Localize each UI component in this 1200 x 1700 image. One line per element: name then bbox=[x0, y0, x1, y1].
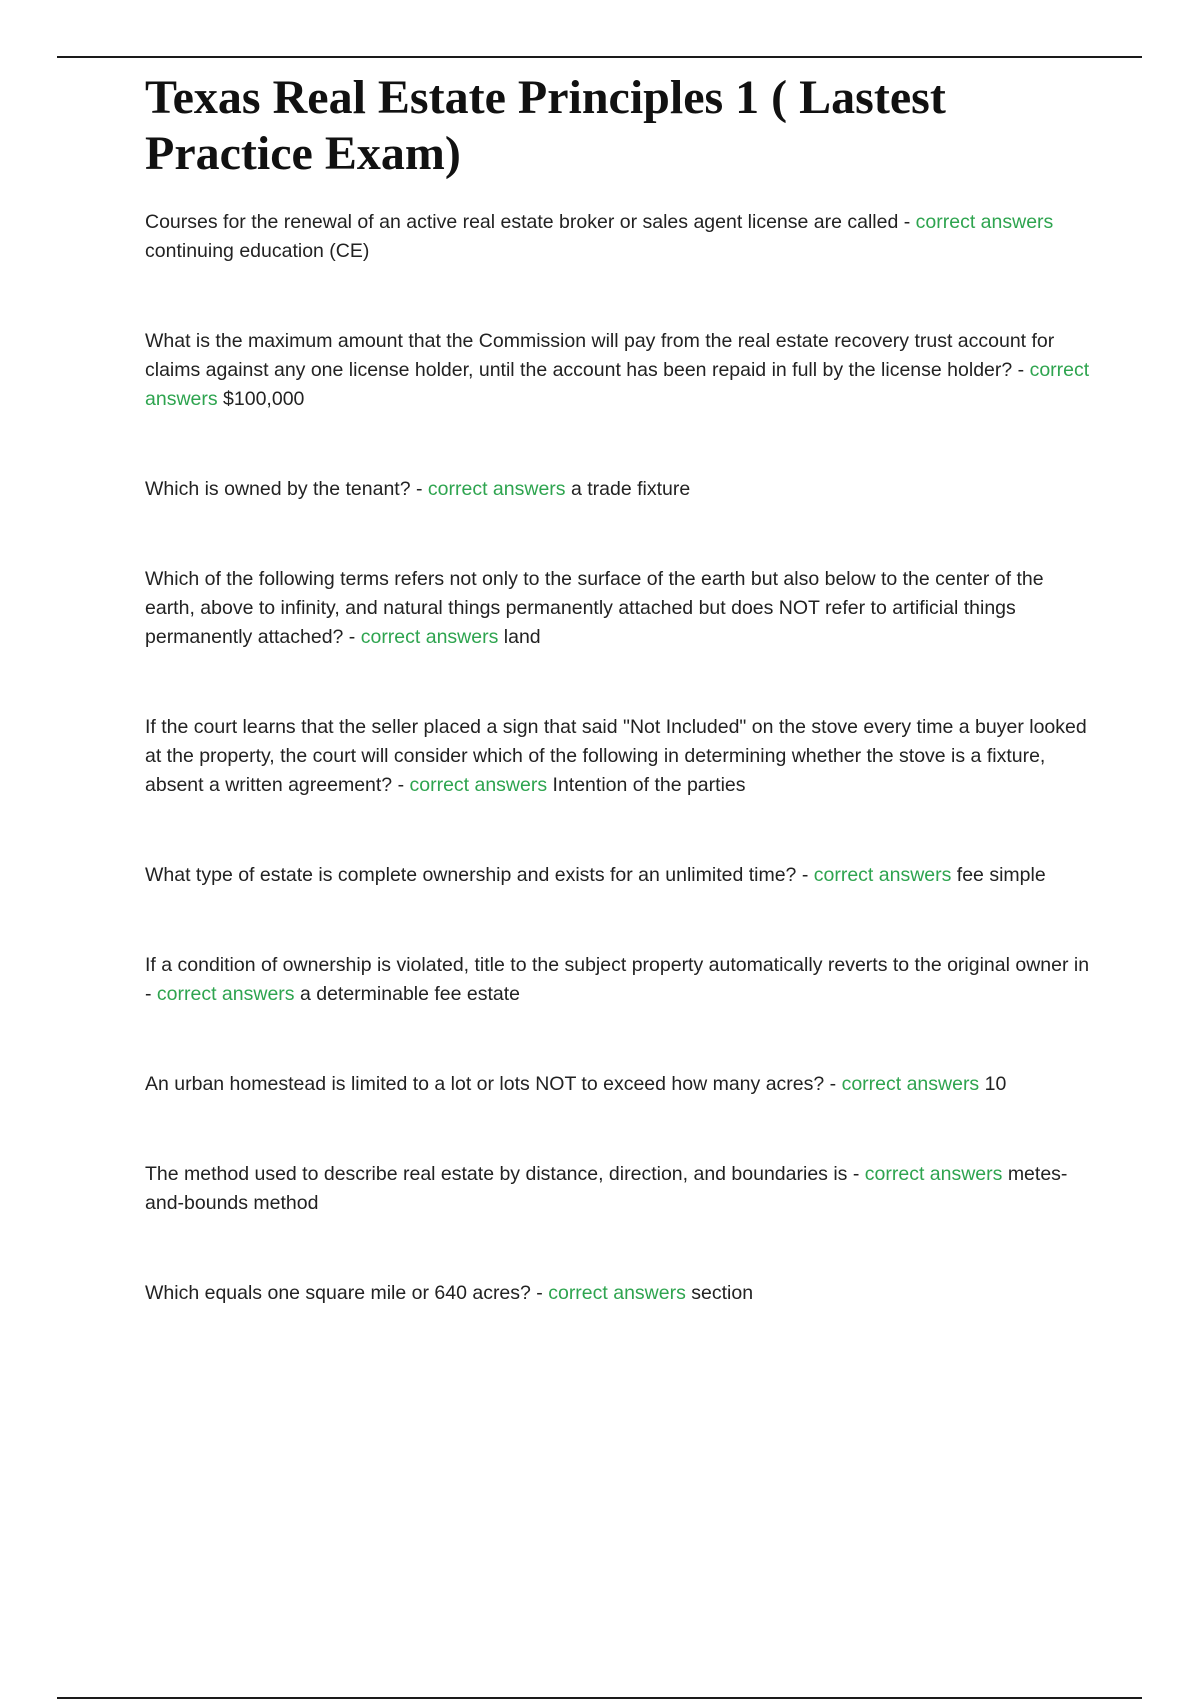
qa-item bbox=[145, 208, 1095, 266]
qa-item bbox=[145, 1160, 1095, 1218]
qa-item bbox=[145, 861, 1095, 890]
qa-item bbox=[145, 327, 1095, 414]
correct-answers-marker: correct answers bbox=[864, 1163, 1003, 1185]
qa-item bbox=[145, 713, 1095, 800]
correct-answers-marker: correct answers bbox=[145, 359, 1090, 410]
answer-text: a trade fixture bbox=[570, 478, 691, 500]
correct-answers-marker: correct answers bbox=[427, 478, 566, 500]
answer-text: land bbox=[503, 626, 541, 648]
correct-answers-marker: correct answers bbox=[156, 983, 295, 1005]
question-text: What type of estate is complete ownership and exists for an unlimited time? - bbox=[145, 864, 809, 886]
correct-answers-marker: correct answers bbox=[548, 1282, 686, 1304]
question-text: Courses for the renewal of an active real estate broker or sales agent license are called - bbox=[145, 211, 911, 233]
document-body bbox=[145, 70, 1095, 1308]
document-title: Texas Real Estate Principles 1 ( Lastest Practice Exam) bbox=[145, 71, 946, 180]
answer-text: fee simple bbox=[956, 864, 1046, 886]
question-text: Which is owned by the tenant? - bbox=[145, 478, 423, 500]
correct-answers-marker: correct answers bbox=[915, 211, 1054, 233]
question-text: If a condition of ownership is violated, title to the subject property automatically reverts to the original owner in - bbox=[145, 954, 1090, 1005]
question-text: An urban homestead is limited to a lot or lots NOT to exceed how many acres? - bbox=[145, 1073, 837, 1095]
bottom-rule bbox=[57, 1697, 1142, 1699]
qa-item bbox=[145, 1279, 1095, 1308]
answer-text: metes-and-bounds method bbox=[145, 1163, 1068, 1214]
correct-answers-marker: correct answers bbox=[409, 774, 548, 796]
answer-text: 10 bbox=[984, 1073, 1007, 1095]
question-text: Which of the following terms refers not only to the surface of the earth but also below to the center of the earth, above to infinity, and natural things permanently attached but does NOT refer to artificial things permanently attached? - bbox=[145, 568, 1044, 648]
question-text: The method used to describe real estate by distance, direction, and boundaries is - bbox=[145, 1163, 860, 1185]
correct-answers-marker: correct answers bbox=[813, 864, 952, 886]
answer-text: Intention of the parties bbox=[552, 774, 746, 796]
qa-item bbox=[145, 475, 1095, 504]
correct-answers-marker: correct answers bbox=[841, 1073, 980, 1095]
qa-item bbox=[145, 951, 1095, 1009]
qa-item bbox=[145, 565, 1095, 652]
answer-text: section bbox=[691, 1282, 754, 1304]
question-text: Which equals one square mile or 640 acres? - bbox=[145, 1282, 543, 1304]
answer-text: continuing education (CE) bbox=[145, 240, 370, 262]
qa-item bbox=[145, 1070, 1095, 1099]
question-text: If the court learns that the seller placed a sign that said "Not Included" on the stove every time a buyer looked at the property, the court will consider which of the following in determining whether the stove is a fixture, absent a written agreement? - bbox=[145, 716, 1087, 796]
answer-text: $100,000 bbox=[223, 388, 305, 410]
top-rule bbox=[57, 56, 1142, 58]
answer-text: a determinable fee estate bbox=[299, 983, 521, 1005]
question-text: What is the maximum amount that the Commission will pay from the real estate recovery trust account for claims against any one license holder, until the account has been repaid in full by the license holder? - bbox=[145, 330, 1055, 381]
correct-answers-marker: correct answers bbox=[360, 626, 499, 648]
